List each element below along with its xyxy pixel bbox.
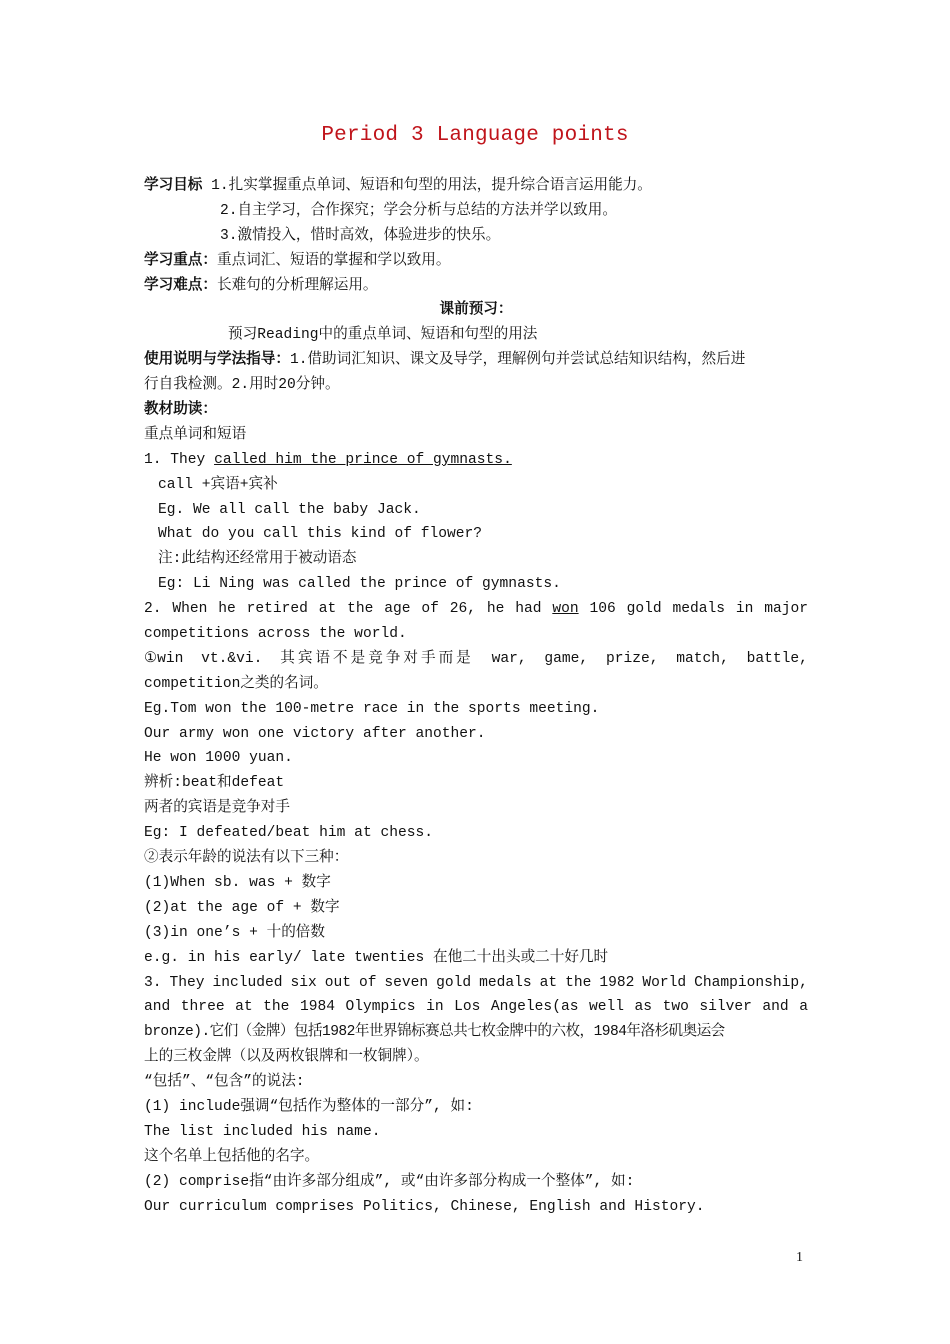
- item-2-line: Eg: I defeated/beat him at chess.: [144, 825, 434, 842]
- item-3-line: (2) comprise指“由许多部分组成”, 或“由许多部分构成一个整体”, 如:: [144, 1173, 635, 1190]
- item-3-sentence: [144, 971, 808, 996]
- objective-item: 2.自主学习，合作探究；学会分析与总结的方法并学以致用。: [220, 202, 617, 219]
- item-2-line: competitions across the world.: [144, 626, 407, 643]
- item-1-line: Eg: Li Ning was called the prince of gymnasts.: [158, 576, 561, 593]
- word: he: [218, 601, 236, 618]
- word: game,: [544, 650, 589, 667]
- word: war,: [491, 650, 527, 667]
- objective-item: 3.激情投入，惜时高效，体验进步的快乐。: [220, 227, 501, 244]
- word: had: [515, 601, 542, 618]
- word: of: [358, 974, 377, 991]
- word: World: [642, 974, 687, 991]
- word: he: [486, 601, 505, 618]
- item-1-prefix: 1. They: [144, 451, 215, 468]
- word: They: [169, 974, 205, 991]
- item-1-sentence: [144, 448, 808, 473]
- word: two: [662, 999, 689, 1016]
- item-2-line: (3)in one’s + 十的倍数: [144, 924, 325, 941]
- word: the: [565, 974, 592, 991]
- objective-line-1: [144, 174, 808, 199]
- item-3-line: bronze).它们（金牌）包括1982年世界锦标赛总共七枚金牌中的六枚，1984年洛杉矶奥运会: [144, 1024, 725, 1041]
- item-3-line: The list included his name.: [144, 1123, 381, 1140]
- word: the: [263, 999, 290, 1016]
- words-heading: 重点单词和短语: [144, 426, 247, 443]
- word: of: [421, 601, 439, 618]
- item-2-line: competition之类的名词。: [144, 675, 328, 692]
- key-points-label: 学习重点：: [144, 252, 217, 269]
- word: When: [172, 601, 208, 618]
- word: 1982: [599, 974, 635, 991]
- word: Championship,: [694, 974, 808, 991]
- item-2-line: Our army won one victory after another.: [144, 725, 486, 742]
- difficulties-line: [144, 274, 808, 299]
- word: 26,: [449, 601, 476, 618]
- word: 106: [589, 601, 616, 618]
- word: battle,: [746, 650, 808, 667]
- word: gold: [436, 974, 472, 991]
- page-number: 1: [796, 1250, 803, 1265]
- word: medals: [672, 601, 725, 618]
- word: seven: [384, 974, 429, 991]
- page-title: Period 3 Language points: [321, 124, 629, 147]
- item-2-line: (2)at the age of + 数字: [144, 899, 340, 916]
- item-3-line: 这个名单上包括他的名字。: [144, 1148, 320, 1165]
- word: well: [588, 999, 625, 1016]
- word: and: [144, 999, 171, 1016]
- item-1-line: Eg. We all call the baby Jack.: [158, 501, 421, 518]
- objective-item: 1.扎实掌握重点单词、短语和句型的用法，提升综合语言运用能力。: [211, 178, 652, 194]
- word: the: [347, 601, 374, 618]
- word: ①win: [144, 650, 184, 667]
- word: in: [426, 999, 444, 1016]
- key-points-line: [144, 249, 808, 274]
- word: major: [764, 601, 808, 618]
- word: out: [324, 974, 351, 991]
- guide-text: 1.借助词汇知识、课文及导学，理解例句并尝试总结知识结构，然后进: [289, 352, 746, 369]
- item-3-sentence-cont: [144, 995, 808, 1020]
- word: age: [384, 601, 411, 618]
- guide-line-2: 行自我检测。2.用时20分钟。: [144, 377, 340, 394]
- preview-text: 预习Reading中的重点单词、短语和句型的用法: [228, 327, 538, 344]
- word: three: [180, 999, 225, 1016]
- item-1-line: 注:此结构还经常用于被动语态: [158, 551, 357, 568]
- word: gold: [626, 601, 662, 618]
- win-definition: [144, 647, 808, 672]
- item-2-sentence: [144, 597, 808, 622]
- word: Olympics: [345, 999, 416, 1016]
- word: 2.: [144, 601, 162, 618]
- item-2-line: ②表示年龄的说法有以下三种：: [144, 850, 349, 867]
- item-3-line: (1) include强调“包括作为整体的一部分”, 如:: [144, 1098, 474, 1115]
- word: silver: [699, 999, 752, 1016]
- item-3-line: “包括”、“包含”的说法:: [144, 1074, 305, 1091]
- guide-label: 使用说明与学法指导：: [144, 352, 290, 369]
- word: six: [290, 974, 317, 991]
- objectives-label: 学习目标: [144, 178, 203, 194]
- item-2-line: e.g. in his early/ late twenties 在他二十出头或二十好几时: [144, 949, 609, 966]
- word: at: [235, 999, 253, 1016]
- word: prize,: [605, 650, 659, 667]
- preview-heading: 课前预习：: [439, 302, 513, 319]
- item-2-underlined: won: [552, 601, 579, 618]
- item-3-line: Our curriculum comprises Politics, Chinese, English and History.: [144, 1198, 705, 1215]
- item-1-underlined: called him the prince of gymnasts.: [214, 451, 512, 468]
- item-2-line: Eg.Tom won the 100-metre race in the sports meeting.: [144, 700, 600, 717]
- word: 其宾语不是竞争对手而是: [280, 650, 474, 667]
- word: a: [799, 999, 808, 1016]
- difficulties-label: 学习难点：: [144, 277, 217, 294]
- item-1-line: call +宾语+宾补: [158, 476, 278, 493]
- guide-line-1: [144, 348, 808, 373]
- word: Los: [454, 999, 481, 1016]
- word: 3.: [144, 974, 162, 991]
- difficulties-text: 长难句的分析理解运用。: [216, 277, 378, 294]
- word: in: [735, 601, 754, 618]
- word: 1984: [299, 999, 335, 1016]
- item-2-line: 辨析:beat和defeat: [144, 775, 285, 792]
- word: medals: [479, 974, 532, 991]
- word: vt.&vi.: [201, 650, 263, 667]
- word: included: [212, 974, 283, 991]
- item-3-line: 上的三枚金牌（以及两枚银牌和一枚铜牌）。: [144, 1049, 429, 1066]
- item-2-line: 两者的宾语是竞争对手: [144, 800, 290, 817]
- word: retired: [246, 601, 308, 618]
- document-body: [144, 174, 808, 1219]
- item-2-line: (1)When sb. was + 数字: [144, 874, 331, 891]
- word: at: [318, 601, 337, 618]
- word: and: [762, 999, 789, 1016]
- word: Angeles(as: [490, 999, 579, 1016]
- word: as: [634, 999, 653, 1016]
- key-points-text: 重点词汇、短语的掌握和学以致用。: [216, 252, 451, 269]
- word: match,: [676, 650, 729, 667]
- item-1-line: What do you call this kind of flower?: [158, 526, 483, 543]
- textbook-heading: 教材助读：: [144, 402, 217, 419]
- word: at: [539, 974, 558, 991]
- item-2-line: He won 1000 yuan.: [144, 750, 293, 767]
